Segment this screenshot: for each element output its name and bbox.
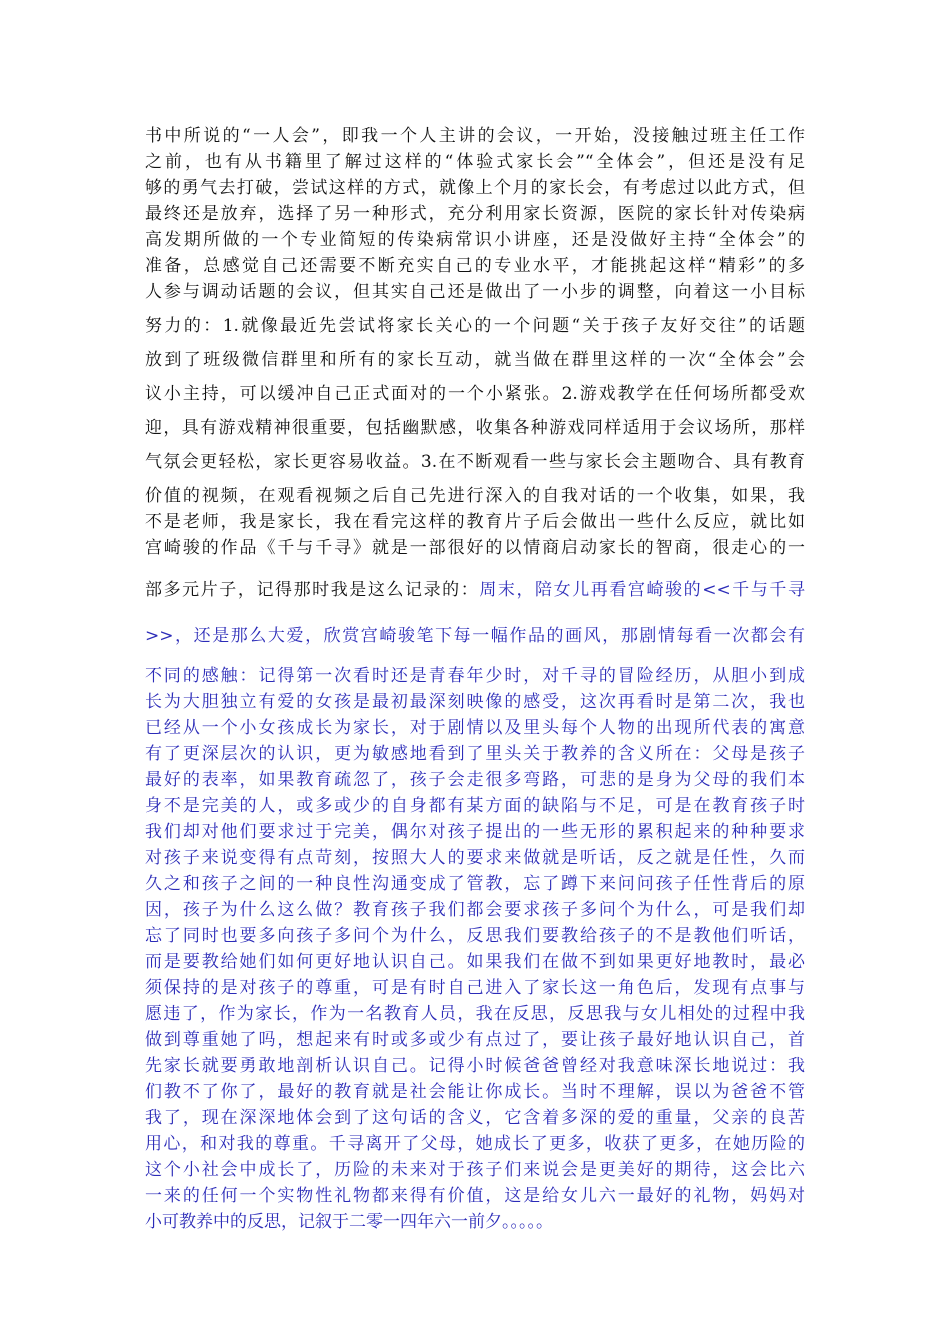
diary-line: 对孩子来说变得有点苛刻，按照大人的要求来做就是听话，反之就是任性，久而 bbox=[145, 848, 805, 868]
text-line: 价值的视频，在观看视频之后自己先进行深入的自我对话的一个收集，如果，我 bbox=[145, 486, 805, 506]
diary-line: 不同的感触：记得第一次看时还是青春年少时，对千寻的冒险经历，从胆小到成 bbox=[145, 666, 805, 686]
diary-line: 久之和孩子之间的一种良性沟通变成了管教，忘了蹲下来问问孩子任性背后的原 bbox=[145, 874, 805, 894]
text-line-mixed bbox=[145, 578, 805, 602]
diary-line: 一来的任何一个实物性礼物都来得有价值，这是给女儿六一最好的礼物，妈妈对 bbox=[145, 1186, 805, 1206]
diary-line: 长为大胆独立有爱的女孩是最初最深刻映像的感受，这次再看时是第二次，我也 bbox=[145, 692, 805, 712]
text-line: 努力的：1.就像最近先尝试将家长关心的一个问题“关于孩子友好交往”的话题 bbox=[145, 316, 805, 336]
text-line: 之前，也有从书籍里了解过这样的“体验式家长会”“全体会”，但还是没有足 bbox=[145, 152, 805, 172]
diary-line: 这个小社会中成长了，历险的未来对于孩子们来说会是更美好的期待，这会比六 bbox=[145, 1160, 805, 1180]
diary-line: 身不是完美的人，或多或少的自身都有某方面的缺陷与不足，可是在教育孩子时 bbox=[145, 796, 805, 816]
text-line: 够的勇气去打破，尝试这样的方式，就像上个月的家长会，有考虑过以此方式，但 bbox=[145, 178, 805, 198]
text-line: 最终还是放弃，选择了另一种形式，充分利用家长资源，医院的家长针对传染病 bbox=[145, 204, 805, 224]
diary-line: 愿违了，作为家长，作为一名教育人员，我在反思，反思我与女儿相处的过程中我 bbox=[145, 1004, 805, 1024]
text-line: 气氛会更轻松，家长更容易收益。3.在不断观看一些与家长会主题吻合、具有教育 bbox=[145, 452, 805, 472]
text-line: 书中所说的“一人会”，即我一个人主讲的会议，一开始，没接触过班主任工作 bbox=[145, 126, 805, 146]
diary-line: 须保持的是对孩子的尊重，可是有时自己进入了家长这一角色后，发现有点事与 bbox=[145, 978, 805, 998]
diary-line: 忘了同时也要多向孩子多问个为什么，反思我们要教给孩子的不是教他们听话， bbox=[145, 926, 805, 946]
text-line: 放到了班级微信群里和所有的家长互动，就当做在群里这样的一次“全体会”会 bbox=[145, 350, 805, 370]
diary-line: 因，孩子为什么这么做？教育孩子我们都会要求孩子多问个为什么，可是我们却 bbox=[145, 900, 805, 920]
text-segment: 部多元片子，记得那时我是这么记录的： bbox=[145, 580, 480, 600]
diary-line: 先家长就要勇敢地剖析认识自己。记得小时候爸爸曾经对我意味深长地说过：我 bbox=[145, 1056, 805, 1076]
text-line: 议小主持，可以缓冲自己正式面对的一个小紧张。2.游戏教学在任何场所都受欢 bbox=[145, 384, 805, 404]
diary-line: 用心，和对我的尊重。千寻离开了父母，她成长了更多，收获了更多，在她历险的 bbox=[145, 1134, 805, 1154]
text-line: 准备，总感觉自己还需要不断充实自己的专业水平，才能挑起这样“精彩”的多 bbox=[145, 256, 805, 276]
text-line: 迎，具有游戏精神很重要，包括幽默感，收集各种游戏同样适用于会议场所，那样 bbox=[145, 418, 805, 438]
diary-line: >>，还是那么大爱，欣赏宫崎骏笔下每一幅作品的画风，那剧情每看一次都会有 bbox=[145, 626, 805, 646]
text-line: 不是老师，我是家长，我在看完这样的教育片子后会做出一些什么反应，就比如 bbox=[145, 512, 805, 532]
diary-line: 们教不了你了，最好的教育就是社会能让你成长。当时不理解，误以为爸爸不管 bbox=[145, 1082, 805, 1102]
diary-line: 最好的表率，如果教育疏忽了，孩子会走很多弯路，可悲的是身为父母的我们本 bbox=[145, 770, 805, 790]
diary-line: 有了更深层次的认识，更为敏感地看到了里头关于教养的含义所在：父母是孩子 bbox=[145, 744, 805, 764]
text-line: 宫崎骏的作品《千与千寻》就是一部很好的以情商启动家长的智商，很走心的一 bbox=[145, 538, 805, 558]
diary-line: 我们却对他们要求过于完美，偶尔对孩子提出的一些无形的累积起来的种种要求 bbox=[145, 822, 805, 842]
diary-line-last: 小可教养中的反思，记叙于二零一四年六一前夕。。。。。 bbox=[145, 1212, 553, 1232]
text-line: 人参与调动话题的会议，但其实自己还是做出了一小步的调整，向着这一小目标 bbox=[145, 282, 805, 302]
diary-line: 我了，现在深深地体会到了这句话的含义，它含着多深的爱的重量，父亲的良苦 bbox=[145, 1108, 805, 1128]
diary-quote-start: 周末，陪女儿再看宫崎骏的<<千与千寻 bbox=[479, 580, 805, 600]
text-line: 高发期所做的一个专业简短的传染病常识小讲座，还是没做好主持“全体会”的 bbox=[145, 230, 805, 250]
diary-line: 做到尊重她了吗，想起来有时或多或少有点过了，要让孩子最好地认识自己，首 bbox=[145, 1030, 805, 1050]
diary-line: 已经从一个小女孩成长为家长，对于剧情以及里头每个人物的出现所代表的寓意 bbox=[145, 718, 805, 738]
diary-line: 而是要教给她们如何更好地认识自己。如果我们在做不到如果更好地教时，最必 bbox=[145, 952, 805, 972]
